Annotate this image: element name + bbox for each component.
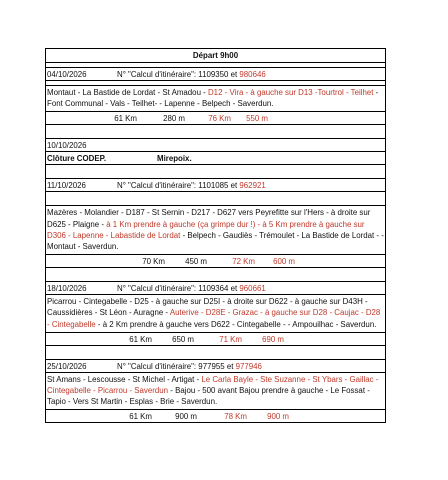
outing-route [46, 85, 385, 111]
table-title: Départ 9h00 [192, 51, 239, 60]
calc-red-number: 980646 [239, 70, 266, 79]
distance-short: 61 Km [114, 114, 137, 124]
route-part-red: Auterive - D28E - Grazac - à gauche sur D28 - Caujac - D28 - Cintegabelle [47, 308, 381, 329]
spacer-row [46, 345, 385, 359]
calc-red-number: 977946 [235, 361, 262, 371]
distance-long: 72 Km [232, 257, 255, 267]
route-part-red: D12 - Vira - à gauche sur D13 -Tourtrol - Teilhet [207, 88, 374, 97]
outing-stats [46, 254, 385, 267]
outing-calc-ref [117, 179, 384, 191]
route-part: Mazères - Molandier - D187 - St Sernin - D217 - D627 vers Peyrefitte sur l'Hers - à droite sur D625 - Plaigne - [47, 208, 371, 229]
elevation-long: 550 m [246, 114, 268, 124]
distance-short: 61 Km [129, 334, 152, 344]
route-part: - à 2 Km prendre à gauche vers D622 - Cintegabelle - - Ampouilhac - Saverdun. [95, 319, 377, 329]
outing-header [46, 67, 385, 80]
outing-route [46, 205, 385, 254]
outing-stats [46, 111, 385, 124]
outing-header [46, 178, 385, 191]
outing-stats [46, 332, 385, 345]
route-part-red: Le Carla Bayle - Ste Suzanne - St Ybars - Gaillac - Cintegabelle - Picarrou - Saverdun [47, 374, 379, 396]
distance-long: 76 Km [208, 114, 231, 124]
outing-header [46, 281, 385, 294]
route-part-red: à 1 Km prendre à gauche (ça grimpe dur !) - à 5 Km prendre à gauche sur D306 - Lapenne - Labastide de Lordat [47, 219, 365, 240]
distance-long: 78 Km [224, 412, 247, 422]
outing-date: 18/10/2026 [47, 284, 87, 294]
elevation-short: 650 m [172, 334, 194, 344]
elevation-short: 280 m [163, 114, 185, 124]
distance-short: 61 Km [129, 412, 152, 422]
route-part: Picarrou - Cintegabelle - D25 - à gauche sur D25I - à droite sur D622 - à gauche sur D43H - Caussidières - St Léon - Auragne - [47, 297, 368, 318]
outing-date: 25/10/2026 [47, 361, 87, 371]
event-place: Mirepoix. [157, 154, 192, 164]
route-part: - Font Communal - Vals - Teilhet- - Lapenne - Belpech - Saverdun. [47, 88, 379, 109]
calc-prefix: N° "Calcul d'itinéraire": 1109350 et [117, 70, 240, 79]
spacer-row [46, 191, 385, 205]
itinerary-table [45, 48, 386, 423]
spacer-row [46, 267, 385, 281]
calc-red-number: 962921 [239, 181, 266, 191]
distance-short: 70 Km [142, 257, 165, 267]
outing-date: 04/10/2026 [47, 70, 87, 79]
outing-calc-ref [117, 282, 384, 294]
calc-red-number: 960661 [239, 284, 266, 294]
calc-prefix: N° "Calcul d'itinéraire": 1101085 et [117, 181, 240, 191]
elevation-long: 900 m [267, 412, 289, 422]
elevation-short: 450 m [185, 257, 207, 267]
outing-stats [46, 409, 385, 422]
outing-header [46, 138, 385, 151]
calc-prefix: N° "Calcul d'itinéraire": 977955 et [117, 361, 236, 371]
event-line [46, 151, 385, 164]
spacer-row [46, 124, 385, 138]
outing-calc-ref [117, 360, 384, 372]
outing-date: 10/10/2026 [47, 141, 87, 151]
route-part: - Belpech - Gaudiès - Trémoulet - La Bastide de Lordat - - Montaut - Saverdun. [47, 230, 384, 252]
outing-calc-ref [117, 68, 384, 80]
outing-header [46, 359, 385, 372]
elevation-long: 600 m [273, 257, 295, 267]
elevation-short: 900 m [175, 412, 197, 422]
outing-route [46, 372, 385, 410]
calc-prefix: N° "Calcul d'itinéraire": 1109364 et [117, 284, 240, 294]
outing-route [46, 294, 385, 332]
event-name: Clôture CODEP. [47, 154, 107, 164]
route-part: - Bajou - 500 avant Bajou prendre à gauche - Le Fossat - Tapio - Vers St Martin - Esplas - Brie - Saverdun. [47, 386, 370, 407]
route-part: Montaut - La Bastide de Lordat - St Amadou - [47, 88, 208, 97]
outing-date: 11/10/2026 [47, 181, 86, 191]
spacer-row [46, 164, 385, 178]
distance-long: 71 Km [219, 334, 242, 344]
elevation-long: 690 m [262, 334, 284, 344]
route-part: St Amans - Lescousse - St Michel - Artigat - [47, 374, 202, 384]
